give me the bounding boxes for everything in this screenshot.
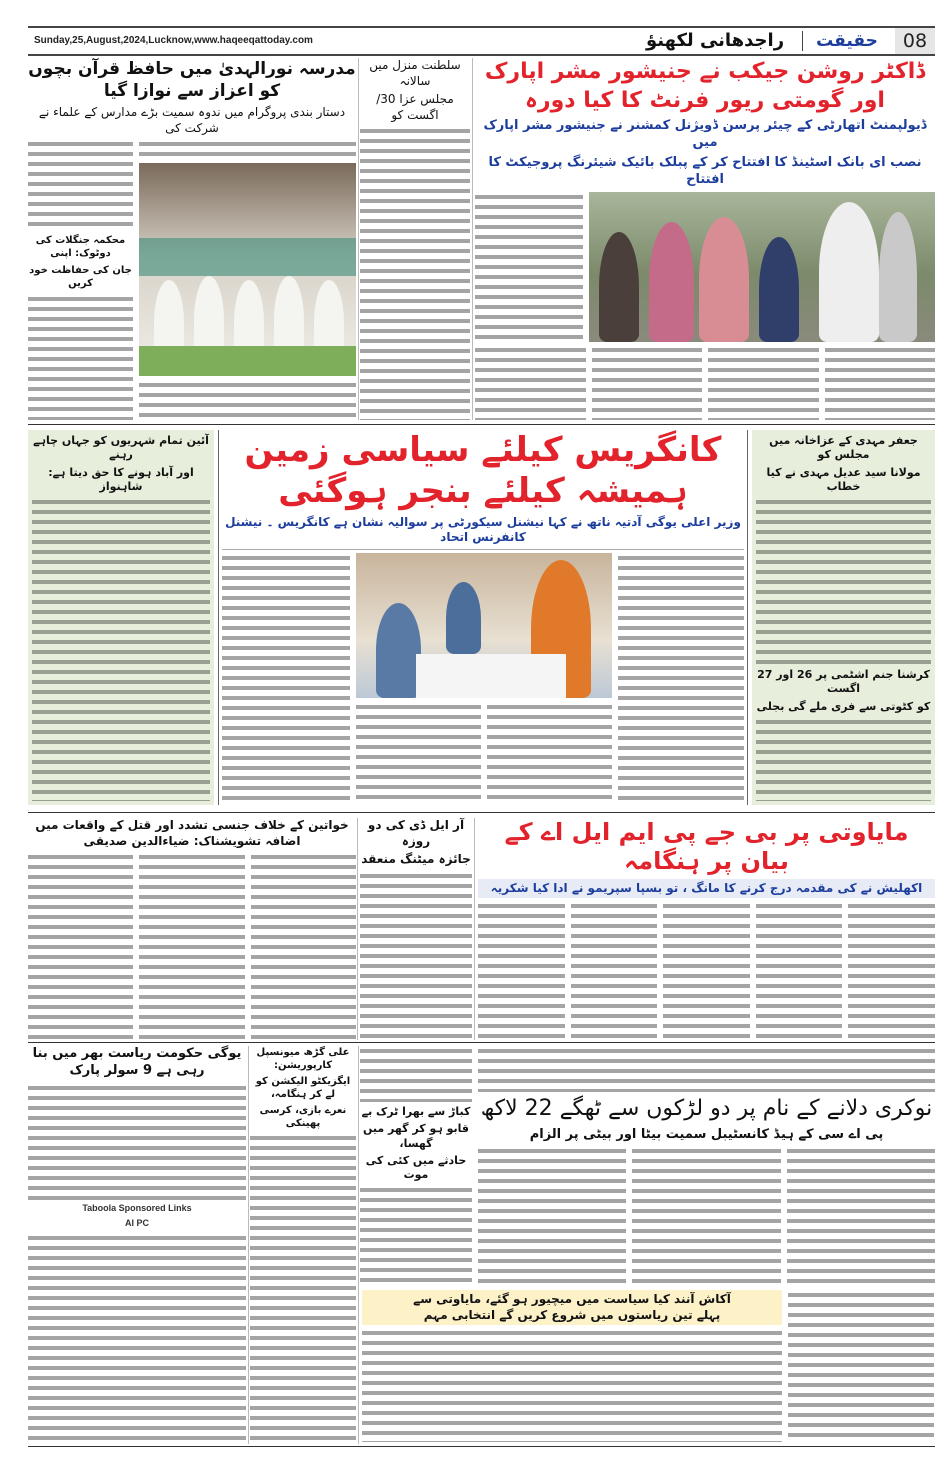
body-text bbox=[618, 553, 744, 805]
story-congress bbox=[222, 430, 744, 805]
headline: قابو ہو کر گھر میں گھسا، bbox=[363, 1122, 469, 1150]
headline: علی گڑھ میونسپل کارپوریشن: bbox=[256, 1047, 350, 1071]
body-text bbox=[475, 192, 583, 342]
main-headline: کانگریس کیلئے سیاسی زمین ہمیشہ کیلئے بنجر ہوگئی bbox=[244, 430, 722, 511]
body-text bbox=[28, 1233, 246, 1444]
body-text bbox=[708, 345, 819, 420]
body-text bbox=[592, 345, 703, 420]
headline: مایاوتی پر بی جے پی ایم ایل اے کے بیان پر ہنگامہ bbox=[504, 818, 909, 875]
headline: جعفر مہدی کے عزاخانہ میں مجلس کو bbox=[769, 434, 918, 462]
subhead: اکھلیش نے کی مقدمہ درج کرنے کا مانگ ، تو بسپا سپریمو نے ادا کیا شکریہ bbox=[478, 879, 935, 899]
headline-box bbox=[362, 1290, 782, 1325]
headline: جائزہ میٹنگ منعقد bbox=[361, 852, 471, 867]
header-divider bbox=[802, 31, 803, 51]
ad-text[interactable]: AI PC bbox=[124, 1217, 149, 1228]
body-text bbox=[788, 1290, 934, 1442]
body-text bbox=[632, 1146, 780, 1284]
story-naukri bbox=[478, 1046, 935, 1284]
masthead-logo: حقیقت bbox=[816, 31, 878, 51]
subhead: پی اے سی کے ہیڈ کانسٹیبل سمیت بیٹا اور بیٹی پر الزام bbox=[529, 1126, 884, 1142]
headline: ڈاکٹر روشن جیکب نے جنیشور مشر اپارک اور گومتی ریور فرنٹ کا کیا دورہ bbox=[484, 59, 926, 113]
story-madrasa bbox=[28, 58, 356, 420]
headline: کو کٹوتی سے فری ملے گی بجلی bbox=[756, 699, 931, 713]
headline: پہلے تین ریاستوں میں شروع کریں گے انتخابی مہم bbox=[423, 1307, 721, 1322]
subhead: نصب ای بانک اسٹینڈ کا افتتاح کر کے پبلک بائیک شیئرنگ پروجیکٹ کا افتتاح bbox=[488, 154, 922, 187]
story-jafar-mehdi bbox=[752, 430, 935, 805]
headline: خواتین کے خلاف جنسی تشدد اور قتل کے واقعات میں اضافہ تشویشناک: ضیاءالدین صدیقی bbox=[35, 818, 349, 848]
headline: ایگزیکٹو الیکشن کو لے کر ہنگامہ، bbox=[255, 1076, 351, 1100]
page-header bbox=[28, 28, 935, 56]
body-text bbox=[478, 901, 565, 1040]
column-rule bbox=[472, 58, 473, 420]
column-rule bbox=[747, 430, 748, 805]
column-rule bbox=[218, 430, 219, 805]
news-photo bbox=[589, 192, 935, 342]
section-rule bbox=[28, 1042, 935, 1043]
dateline: Sunday,25,August,2024,Lucknow,www.haqeeqattoday.com bbox=[34, 35, 313, 46]
body-text bbox=[139, 380, 356, 420]
body-text bbox=[360, 871, 472, 1040]
body-text bbox=[478, 1046, 935, 1092]
headline: سلطنت منزل میں سالانہ bbox=[369, 58, 461, 88]
body-text bbox=[28, 139, 133, 229]
headline: اور آباد ہونے کا حق دیتا ہے: شاہنواز bbox=[48, 465, 194, 493]
body-text bbox=[139, 852, 244, 1040]
body-text bbox=[756, 497, 931, 665]
news-photo bbox=[356, 553, 612, 698]
story-women bbox=[28, 818, 356, 1040]
headline: نوکری دلانے کے نام پر دو لڑکوں سے ٹھگے 22 لاکھ bbox=[480, 1096, 933, 1121]
body-text bbox=[756, 717, 931, 801]
story-shahnawaz bbox=[28, 430, 214, 805]
story-naukri-continued bbox=[788, 1290, 934, 1442]
body-text bbox=[28, 1083, 246, 1200]
headline: نعرے بازی، کرسی پھینکی bbox=[259, 1105, 347, 1129]
story-kabad bbox=[360, 1046, 472, 1284]
body-text bbox=[139, 139, 356, 159]
body-text bbox=[475, 345, 586, 420]
body-text bbox=[362, 1328, 782, 1442]
column-rule bbox=[474, 818, 475, 1040]
story-solar bbox=[28, 1046, 246, 1444]
headline: یوگی حکومت ریاست بھر میں بنا رہی ہے 9 سولر پارک bbox=[32, 1046, 242, 1078]
story-roshan-jacob bbox=[475, 58, 935, 420]
body-text bbox=[360, 126, 470, 420]
section-title: راجدھانی لکھنؤ bbox=[645, 30, 785, 51]
headline: آکاش آنند کیا سیاست میں میچیور ہو گئے، مایاوتی سے bbox=[413, 1292, 731, 1306]
body-text bbox=[787, 1146, 935, 1284]
story-sultanat-manzil bbox=[360, 58, 470, 420]
body-text bbox=[356, 702, 481, 805]
headline: مجلس عزا 30/ اگست کو bbox=[376, 92, 454, 122]
headline: مولانا سید عدیل مہدی نے کیا خطاب bbox=[766, 465, 921, 493]
column-rule bbox=[248, 1046, 249, 1444]
page-bottom-rule bbox=[28, 1446, 935, 1447]
body-text bbox=[222, 553, 350, 805]
sponsored-links-label[interactable]: Taboola Sponsored Links bbox=[82, 1203, 192, 1214]
story-mayawati bbox=[478, 818, 935, 1040]
headline: جان کی حفاظت خود کریں bbox=[29, 264, 132, 289]
story-rld bbox=[360, 818, 472, 1040]
subhead: وزیر اعلی یوگی آدتیہ ناتھ نے کہا نیشنل سیکورٹی پر سوالیہ نشان ہے کانگریس ۔ نیشنل کانفرنس اتحاد bbox=[222, 515, 744, 550]
body-text bbox=[250, 1133, 356, 1444]
body-text bbox=[360, 1046, 472, 1102]
headline: کباڑ سے بھرا ٹرک بے bbox=[361, 1105, 471, 1118]
headline: کرشنا جنم اشٹمی پر 26 اور 27 اگست bbox=[757, 668, 930, 696]
body-text bbox=[756, 901, 843, 1040]
column-rule bbox=[358, 58, 359, 420]
body-text bbox=[663, 901, 750, 1040]
body-text bbox=[825, 345, 936, 420]
subhead: ڈیولپمنٹ اتھارٹی کے چیئر پرسن ڈویژنل کمشنر نے جنیشور مشر اپارک میں bbox=[483, 118, 927, 151]
body-text bbox=[478, 1146, 626, 1284]
body-text bbox=[848, 901, 935, 1040]
body-text bbox=[28, 294, 133, 420]
body-text bbox=[28, 852, 133, 1040]
story-akash-anand bbox=[362, 1290, 782, 1442]
body-text bbox=[487, 702, 612, 805]
headline: محکمہ جنگلات کی دوٹوک: اپنی bbox=[35, 234, 126, 259]
subhead: دستار بندی پروگرام میں ندوہ سمیت بڑے مدارس کے علماء نے شرکت کی bbox=[38, 105, 346, 135]
headline: حادثے میں کئی کی موت bbox=[365, 1153, 467, 1182]
section-rule bbox=[28, 424, 935, 425]
column-rule bbox=[357, 818, 358, 1040]
headline: مدرسہ نورالہدیٰ میں حافظ قرآن بچوں کو اعزاز سے نوازا گیا bbox=[28, 59, 356, 102]
body-text bbox=[360, 1185, 472, 1284]
body-text bbox=[571, 901, 658, 1040]
headline: آئین تمام شہریوں کو جہاں چاہے رہنے bbox=[33, 434, 209, 462]
body-text bbox=[251, 852, 356, 1040]
page-number: 08 bbox=[895, 28, 935, 54]
news-photo bbox=[139, 163, 356, 376]
story-aligarh bbox=[250, 1046, 356, 1444]
column-rule bbox=[358, 1046, 359, 1444]
body-text bbox=[32, 497, 210, 801]
headline: آر ایل ڈی کی دو روزہ bbox=[367, 818, 465, 848]
section-rule bbox=[28, 812, 935, 813]
